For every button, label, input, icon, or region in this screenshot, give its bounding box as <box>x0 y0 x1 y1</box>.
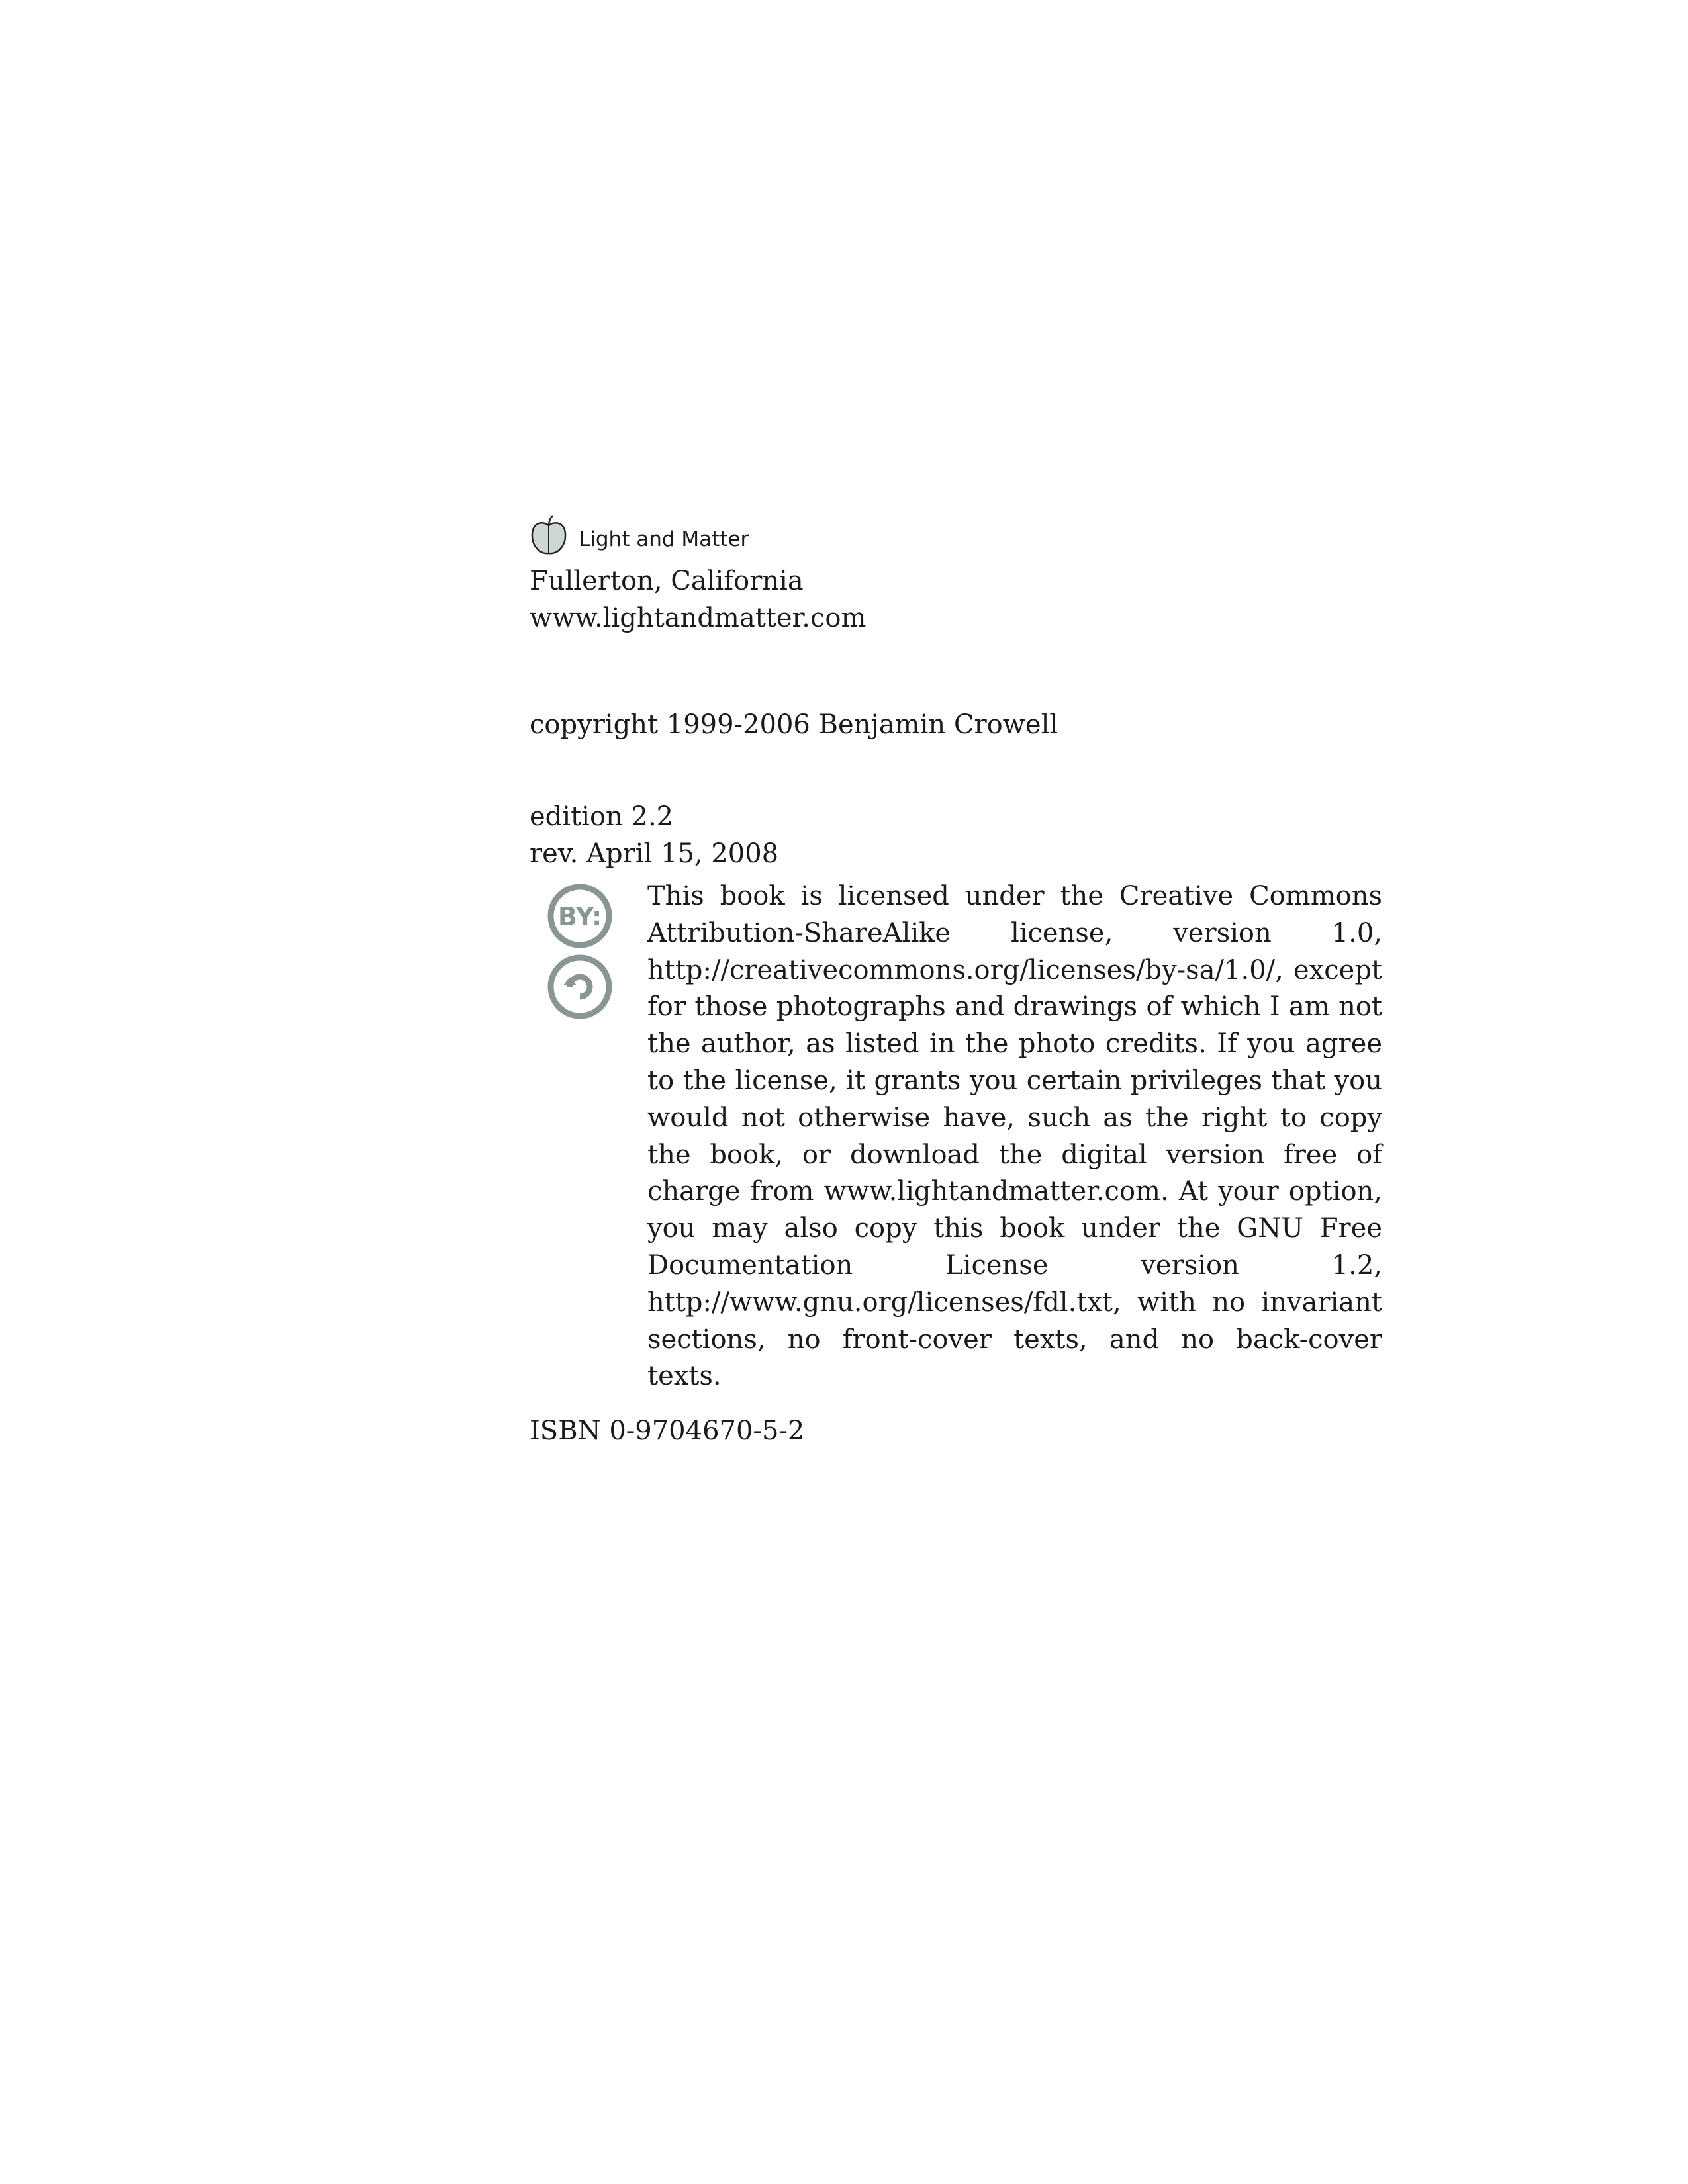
cc-by-icon <box>551 887 609 945</box>
license-text: This book is licensed under the Creative Commons Attribution-ShareAlike license, version 1.0, http://creativecommons.org/licenses/by-sa/1.0/, except for those photographs and drawings of which I am not the author, as listed in the photo credits. If you agree to the license, it grants you certain privileges that you would not otherwise have, such as the right to copy the book, or download the digital version free of charge from www.lightandmatter.com. At your option, you may also copy this book under the GNU Free Documentation License version 1.2, http://www.gnu.org/licenses/fdl.txt, with no invariant sections, no front-cover texts, and no back-cover texts. <box>647 881 1382 1392</box>
revision-line: rev. April 15, 2008 <box>530 839 779 869</box>
publisher-website: www.lightandmatter.com <box>530 603 867 633</box>
svg-text:BY:: BY: <box>557 902 602 931</box>
publisher-logo-block <box>530 513 749 559</box>
isbn-line: ISBN 0-9704670-5-2 <box>530 1416 805 1446</box>
edition-line: edition 2.2 <box>530 801 674 832</box>
license-icons <box>544 880 616 1026</box>
copyright-line: copyright 1999-2006 Benjamin Crowell <box>530 709 1058 740</box>
apple-icon <box>530 515 568 557</box>
publisher-location: Fullerton, California <box>530 566 804 596</box>
publisher-name: Light and Matter <box>579 527 749 551</box>
cc-share-alike-icon <box>551 958 609 1016</box>
